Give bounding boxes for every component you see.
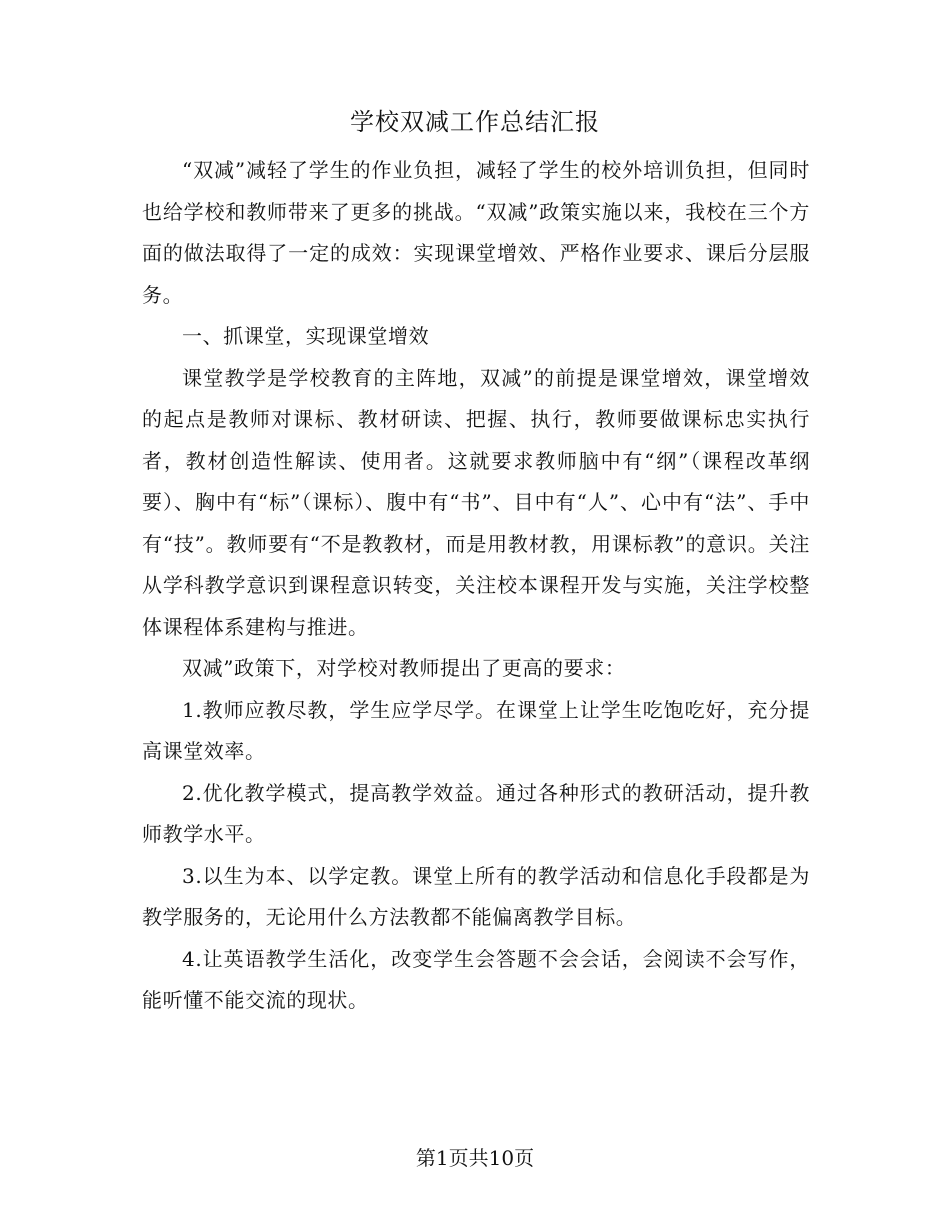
document-title: 学校双减工作总结汇报 [350,108,600,136]
document-body [142,150,810,1022]
list-item-2: 2.优化教学模式，提高教学效益。通过各种形式的教研活动，提升教师教学水平。 [142,780,810,846]
paragraph-intro: “双减”减轻了学生的作业负担，减轻了学生的校外培训负担，但同时也给学校和教师带来了更多的挑战。“双减”政策实施以来，我校在三个方面的做法取得了一定的成效：实现课堂增效、严格作业要求、课后分层服务。 [142,158,810,307]
paragraph-requirements: 双减”政策下，对学校对教师提出了更高的要求： [182,656,626,680]
list-item-3: 3.以生为本、以学定教。课堂上所有的教学活动和信息化手段都是为教学服务的，无论用什么方法教都不能偏离教学目标。 [142,863,810,929]
list-item-4: 4.让英语教学生活化，改变学生会答题不会会话，会阅读不会写作，能听懂不能交流的现状。 [142,946,810,1012]
paragraph-classroom: 课堂教学是学校教育的主阵地，双减”的前提是课堂增效，课堂增效的起点是教师对课标、教材研读、把握、执行，教师要做课标忠实执行者，教材创造性解读、使用者。这就要求教师脑中有“纲”（课程改革纲要）、胸中有“标”（课标）、腹中有“书”、目中有“人”、心中有“法”、手中有“技”。教师要有“不是教教材，而是用教材教，用课标教”的意识。关注从学科教学意识到课程意识转变，关注校本课程开发与实施，关注学校整体课程体系建构与推进。 [142,365,810,639]
section-heading: 一、抓课堂，实现课堂增效 [182,324,430,348]
list-item-1: 1.教师应教尽教，学生应学尽学。在课堂上让学生吃饱吃好，充分提高课堂效率。 [142,697,810,763]
page-number: 第1页共10页 [415,1146,535,1170]
